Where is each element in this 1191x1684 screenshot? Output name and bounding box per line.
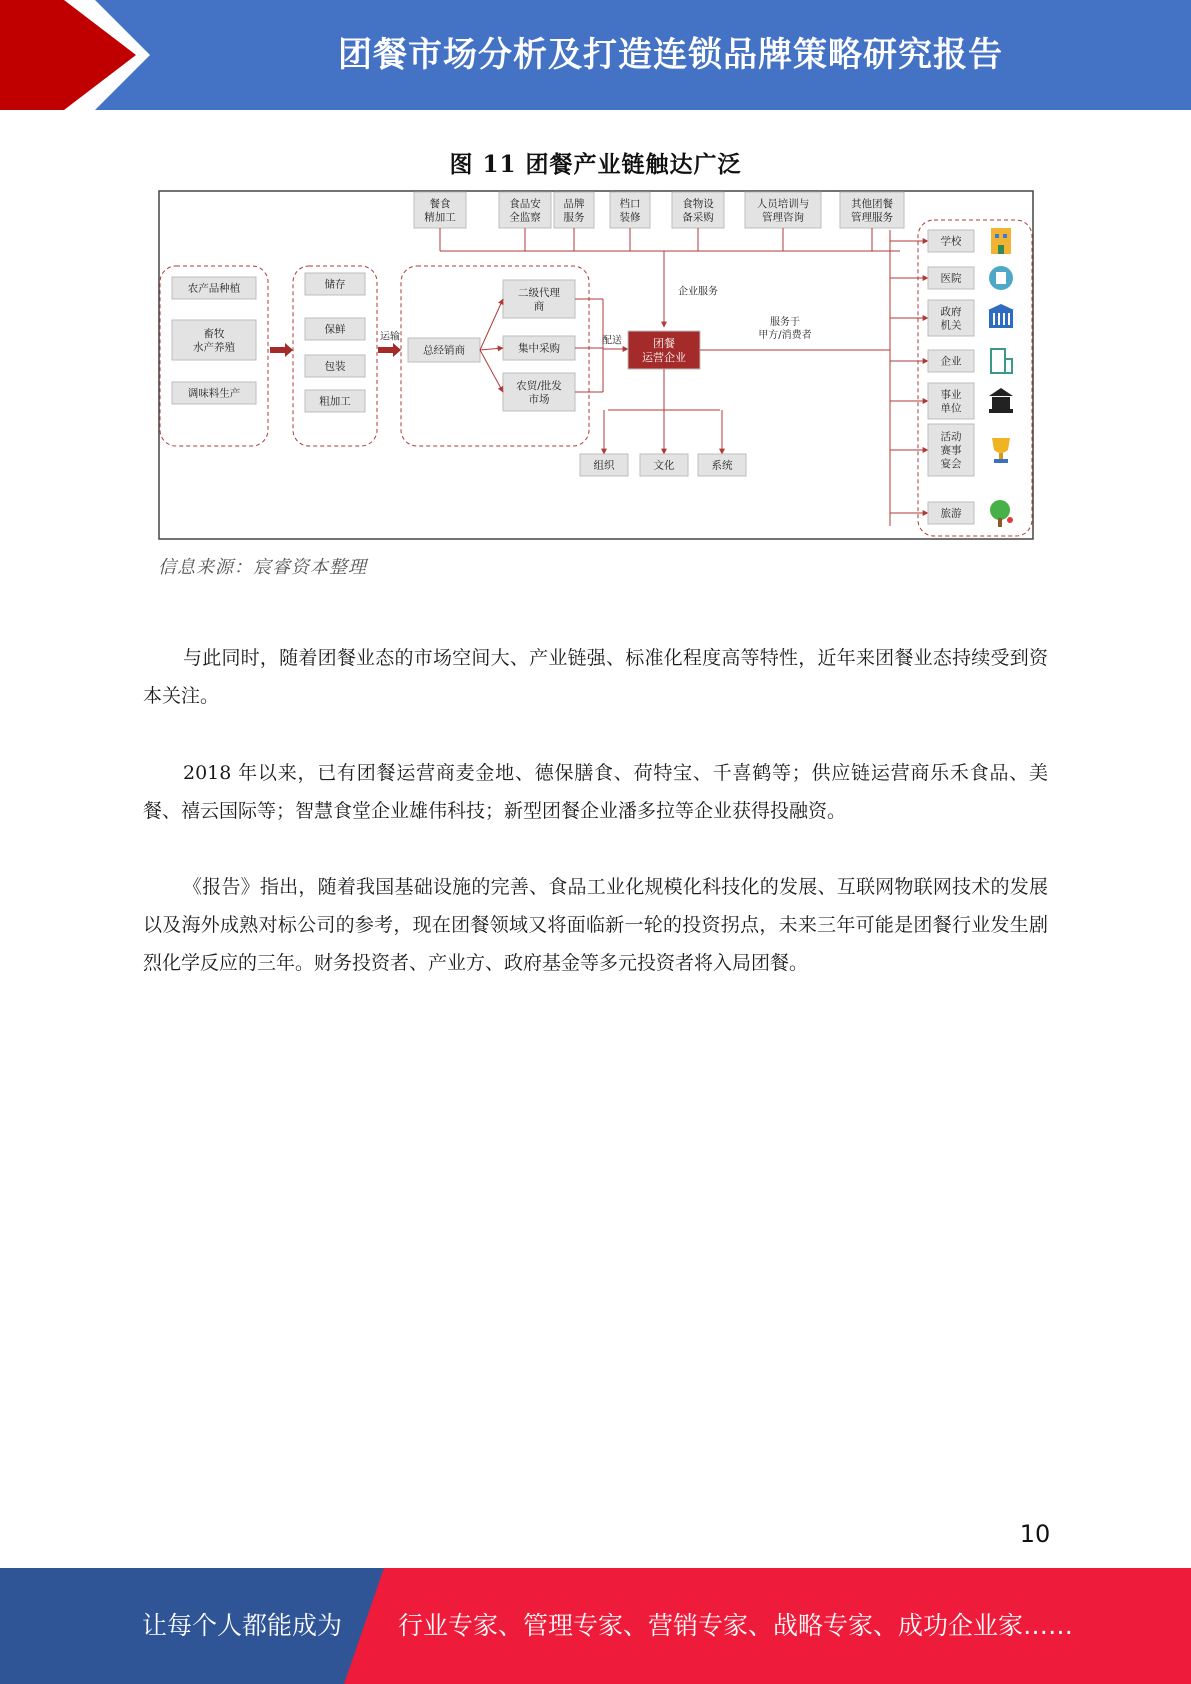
school-icon-door (998, 245, 1004, 254)
upstream-service-4-label: 档口 (619, 197, 641, 210)
tree-icon-trunk (998, 518, 1002, 527)
upstream-service-2-label: 食品安 (509, 197, 541, 210)
paragraph-2: 2018 年以来，已有团餐运营商麦金地、德保膳食、荷特宝、千喜鹤等；供应链运营商乐禾食品、美餐、禧云国际等；智慧食堂企业雄伟科技；新型团餐企业潘多拉等企业获得投融资。 (143, 762, 1048, 822)
client-5-label: 事业 (940, 388, 962, 401)
core-operating-enterprise-label: 团餐 (653, 336, 675, 350)
upstream-service-6-label: 管理咨询 (762, 211, 804, 224)
upstream-service-7-label: 管理服务 (851, 211, 893, 224)
distributor-label: 总经销商 (423, 344, 465, 357)
channel-1-label: 商 (533, 300, 545, 313)
serves-label: 服务于 (770, 317, 800, 328)
transport-label: 运输 (380, 331, 400, 343)
upstream-service-7-label: 其他团餐 (851, 197, 893, 210)
channel-2-label: 集中采购 (518, 342, 560, 355)
upstream-service-5-label: 备采购 (682, 211, 714, 224)
upstream-service-1-label: 餐食 (429, 197, 451, 210)
paragraph-1: 与此同时，随着团餐业态的市场空间大、产业链强、标准化程度高等特性，近年来团餐业态持续受到资本关注。 (143, 647, 1048, 707)
client-6-label: 活动 (940, 431, 962, 444)
page-number: 10 (1019, 1520, 1051, 1548)
figure-source: 信息来源：宸睿资本整理 (158, 557, 367, 578)
upstream-service-4-label: 装修 (619, 211, 641, 224)
school-icon-window (995, 234, 999, 238)
serves-label: 甲方/消费者 (758, 330, 812, 341)
figure-title: 图 11 团餐产业链触达广泛 (449, 151, 742, 178)
upstream-service-2-label: 全监察 (509, 211, 541, 224)
upstream-service-3-label: 品牌 (563, 197, 585, 210)
processing-item-4-label: 粗加工 (319, 395, 351, 408)
report-title: 团餐市场分析及打造连锁品牌策略研究报告 (338, 35, 1003, 75)
production-item-2-label: 畜牧 (203, 327, 225, 340)
government-icon-pillar (993, 313, 995, 325)
upstream-service-6-label: 人员培训与 (756, 197, 810, 210)
output-3-label: 系统 (711, 459, 733, 472)
production-item-1-label: 农产品种植 (187, 282, 241, 295)
channel-1-label: 二级代理 (518, 286, 560, 299)
production-item-2-label: 水产养殖 (193, 341, 235, 354)
production-item-2-box (172, 320, 256, 360)
client-1-label: 学校 (940, 235, 962, 248)
client-5-label: 单位 (940, 402, 962, 415)
government-icon-pillar (1008, 313, 1010, 325)
client-3-label: 机关 (940, 319, 962, 332)
tree-icon-marker (1007, 517, 1013, 523)
upstream-service-3-label: 服务 (563, 211, 585, 224)
government-icon-pillar (1003, 313, 1005, 325)
client-3-label: 政府 (940, 305, 962, 318)
processing-item-3-label: 包装 (324, 360, 346, 373)
processing-item-1-label: 储存 (324, 278, 346, 291)
client-6-label: 宴会 (940, 458, 962, 471)
institution-icon-body (992, 397, 1010, 409)
hospital-icon-building (996, 272, 1006, 284)
client-7-label: 旅游 (940, 507, 962, 520)
channel-3-label: 市场 (528, 393, 550, 406)
footer-slogan-left: 让每个人都能成为 (142, 1611, 343, 1640)
delivery-label: 配送 (602, 335, 622, 347)
enterprise-service-label: 企业服务 (678, 286, 718, 298)
processing-item-2-label: 保鲜 (324, 323, 346, 336)
trophy-icon-stem (999, 453, 1003, 459)
government-icon-pillar (998, 313, 1000, 325)
institution-icon-base (989, 409, 1013, 413)
footer-slogan-right: 行业专家、管理专家、营销专家、战略专家、成功企业家…… (398, 1611, 1074, 1640)
production-item-3-label: 调味料生产 (187, 387, 241, 400)
core-operating-enterprise-label: 运营企业 (642, 350, 686, 364)
industry-chain-diagram (158, 190, 1034, 540)
paragraph-3: 《报告》指出，随着我国基础设施的完善、食品工业化规模化科技化的发展、互联网物联网技术的发展以及海外成熟对标公司的参考，现在团餐领域又将面临新一轮的投资拐点，未来三年可能是团餐行业发生剧烈化学反应的三年。财务投资者、产业方、政府基金等多元投资者将入局团餐。 (143, 876, 1048, 974)
client-6-label: 赛事 (940, 444, 962, 457)
upstream-service-1-label: 精加工 (424, 211, 456, 224)
output-1-label: 组织 (593, 459, 615, 472)
school-icon-window (1003, 234, 1007, 238)
output-2-label: 文化 (653, 459, 675, 472)
trophy-icon-base (994, 459, 1008, 463)
upstream-service-5-label: 食物设 (682, 197, 714, 210)
client-4-label: 企业 (940, 355, 962, 368)
client-2-label: 医院 (940, 272, 962, 285)
channel-3-label: 农贸/批发 (516, 379, 562, 392)
tree-icon (990, 500, 1010, 520)
